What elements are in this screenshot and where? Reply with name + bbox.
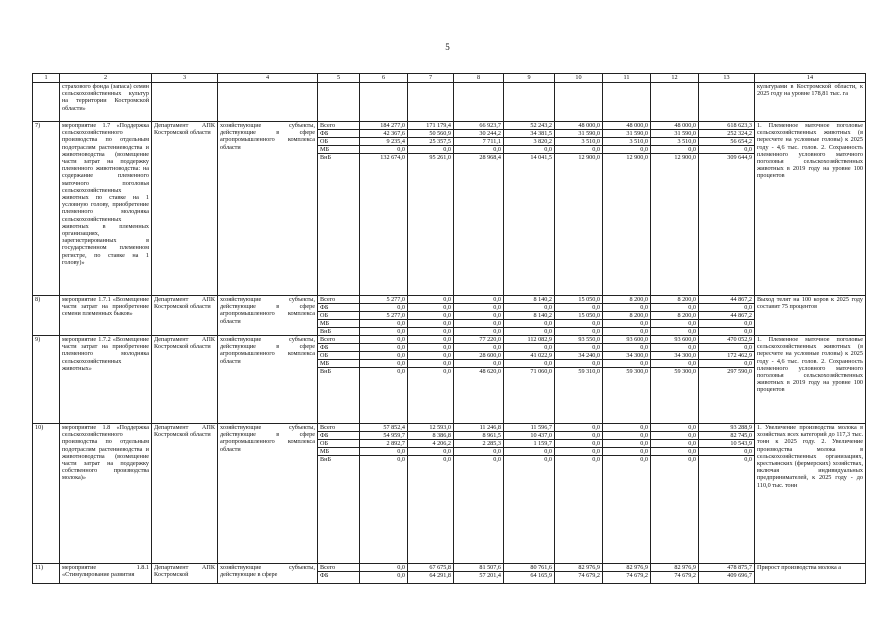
amount-value: 0,0: [360, 320, 407, 328]
amount-cell: [408, 122, 454, 296]
amount-total: 297 590,0: [727, 368, 752, 375]
amount-cell: [699, 564, 755, 584]
amount-cell: [603, 424, 651, 564]
amount-value: 0,0: [504, 304, 554, 312]
amount-value: 0,0: [360, 344, 407, 352]
amount-total: 0,0: [744, 328, 752, 335]
activity-name: мероприятие 1.8 «Поддержка сельскохозяйственного производства по отдельным подотраслям растениеводства и животноводства (возмещение части затрат на поддержку собственного производства молока)»: [60, 424, 152, 564]
amount-cell: [504, 424, 555, 564]
row-number: 9): [33, 336, 60, 424]
funding-source: ОБ: [318, 312, 359, 320]
amount-value: 0,0: [651, 448, 698, 456]
amount-cell: [651, 336, 699, 424]
funding-source: МБ: [318, 320, 359, 328]
column-number-8: 8: [454, 74, 504, 83]
amount-value: 0,0: [651, 146, 698, 154]
expected-result: 1. Племенное маточное поголовье сельскохозяйственных животных (в пересчете на условные головы) к 2025 году - 4,6 тыс. голов. 2. Сохранность племенного условного маточного поголовья сельскохозяйственных животных в 2019 году на уровне 100 процентов: [755, 336, 866, 424]
amount-cell: [555, 564, 603, 584]
column-number-9: 9: [504, 74, 555, 83]
program-activities-table: [32, 73, 866, 584]
amount-value: 0,0: [555, 146, 602, 154]
amount-value: 0,0: [454, 448, 503, 456]
amount-value: 0,0: [408, 344, 453, 352]
activity-row: [33, 296, 866, 336]
amount-value: 0,0: [493, 456, 501, 463]
amount-value: 8 961,5: [454, 432, 503, 440]
amount-value: 0,0: [454, 344, 503, 352]
amount-value: 34 300,0: [651, 352, 698, 360]
amount-cell: [504, 122, 555, 296]
amount-value: 12 900,0: [674, 154, 696, 161]
amount-total: 252 324,2: [699, 130, 754, 138]
amount-cell: [408, 336, 454, 424]
amount-value: 0,0: [408, 360, 453, 368]
amount-value: 0,0: [651, 440, 698, 448]
amount-value: 0,0: [454, 312, 503, 320]
amount-value: 0,0: [592, 328, 600, 335]
amount-value: 11 246,8: [454, 424, 503, 432]
amount-value: 93 600,0: [603, 336, 650, 344]
amount-cell: [504, 296, 555, 336]
amount-value: 0,0: [640, 328, 648, 335]
funding-source: Всего: [318, 122, 359, 130]
funding-source-cell: [318, 564, 360, 584]
amount-value: 0,0: [688, 456, 696, 463]
participants: хозяйствующие субъекты, действующие в сфере агропромышленного комплекса области: [218, 424, 318, 564]
amount-total: 0,0: [744, 456, 752, 463]
amount-value: 3 820,2: [504, 138, 554, 146]
activity-row: [33, 424, 866, 564]
amount-total: 0,0: [699, 146, 754, 154]
amount-value: 0,0: [454, 296, 503, 304]
amount-value: 82 976,9: [603, 564, 650, 572]
amount-value: 80 761,6: [504, 564, 554, 572]
amount-value: 42 367,6: [360, 130, 407, 138]
amount-value: 31 590,0: [651, 130, 698, 138]
activity-name: мероприятие 1.7.1 «Возмещение части затрат на приобретение семени племенных быков»: [60, 296, 152, 336]
amount-cell: [408, 564, 454, 584]
funding-source: ФБ: [318, 344, 359, 352]
amount-cell: [603, 296, 651, 336]
amount-value: 0,0: [603, 424, 650, 432]
amount-value: 0,0: [544, 456, 552, 463]
executor: Департамент АПК Костромской: [152, 564, 218, 584]
amount-cell: [699, 296, 755, 336]
amount-value: 0,0: [408, 448, 453, 456]
amount-value: 0,0: [603, 304, 650, 312]
funding-source: ВнБ: [320, 154, 331, 161]
amount-cell: [360, 424, 408, 564]
amount-value: 0,0: [603, 440, 650, 448]
amount-value: 3 510,0: [651, 138, 698, 146]
amount-value: 0,0: [603, 432, 650, 440]
amount-value: 0,0: [360, 352, 407, 360]
funding-source: ВнБ: [320, 368, 331, 375]
amount-value: 25 357,5: [408, 138, 453, 146]
funding-source: МБ: [318, 146, 359, 154]
amount-total: 56 654,2: [699, 138, 754, 146]
amount-value: 48 000,0: [555, 122, 602, 130]
amount-value: 0,0: [493, 328, 501, 335]
participants: хозяйствующие субъекты, действующие в сфере агропромышленного комплекса области: [218, 336, 318, 424]
amount-value: 0,0: [360, 146, 407, 154]
activity-row: [33, 564, 866, 584]
amount-total: 0,0: [699, 320, 754, 328]
amount-value: 0,0: [651, 320, 698, 328]
column-number-12: 12: [651, 74, 699, 83]
column-number-4: 4: [218, 74, 318, 83]
amount-value: 0,0: [555, 432, 602, 440]
amount-value: 12 900,0: [626, 154, 648, 161]
column-number-2: 2: [60, 74, 152, 83]
amount-cell: [555, 296, 603, 336]
row-number: 8): [33, 296, 60, 336]
amount-value: 0,0: [651, 344, 698, 352]
amount-total: 0,0: [699, 304, 754, 312]
amount-cell: [504, 564, 555, 584]
amount-value: 3 510,0: [555, 138, 602, 146]
amount-total: 0,0: [699, 344, 754, 352]
funding-source: ВнБ: [320, 328, 331, 335]
amount-cell: [651, 296, 699, 336]
amount-value: 0,0: [651, 432, 698, 440]
funding-source: ОБ: [318, 352, 359, 360]
amount-value: 0,0: [651, 304, 698, 312]
amount-value: 0,0: [360, 360, 407, 368]
amount-value: 0,0: [504, 360, 554, 368]
amount-total: 44 867,2: [699, 312, 754, 320]
amount-total: 172 462,9: [699, 352, 754, 360]
activity-row: [33, 122, 866, 296]
amount-value: 9 235,4: [360, 138, 407, 146]
amount-value: 0,0: [408, 336, 453, 344]
funding-source: Всего: [318, 296, 359, 304]
amount-value: 0,0: [454, 146, 503, 154]
funding-source: МБ: [318, 448, 359, 456]
amount-value: 34 300,0: [603, 352, 650, 360]
amount-value: 0,0: [408, 304, 453, 312]
funding-source: ФБ: [318, 130, 359, 138]
funding-source-cell: [318, 336, 360, 424]
amount-value: 41 022,9: [504, 352, 554, 360]
amount-cell: [360, 336, 408, 424]
amount-cell: [651, 564, 699, 584]
amount-cell: [360, 564, 408, 584]
amount-value: 59 300,0: [626, 368, 648, 375]
amount-value: 8 200,0: [603, 312, 650, 320]
amount-value: 93 600,0: [651, 336, 698, 344]
amount-value: 0,0: [688, 328, 696, 335]
amount-cell: [651, 424, 699, 564]
column-number-14: 14: [755, 74, 866, 83]
amount-value: 54 959,7: [360, 432, 407, 440]
amount-value: 8 200,0: [603, 296, 650, 304]
amount-value: 0,0: [504, 344, 554, 352]
amount-cell: [454, 424, 504, 564]
amount-value: 0,0: [360, 448, 407, 456]
amount-value: 0,0: [397, 328, 405, 335]
funding-source: ФБ: [320, 572, 329, 579]
expected-result: 1. Увеличение производства молока в хозяйствах всех категорий до 117,3 тыс. тонн к 2025 году. 2. Увеличение производства молока в сельскохозяйственных организациях, крестьянских (фермерских) хозяйствах, включая индивидуальных предпринимателей, к 2025 году - до 110,0 тыс. тонн: [755, 424, 866, 564]
activity-row: [33, 336, 866, 424]
amount-value: 0,0: [555, 448, 602, 456]
amount-value: 52 243,2: [504, 122, 554, 130]
executor: Департамент АПК Костромской области: [152, 336, 218, 424]
amount-value: 11 596,7: [504, 424, 554, 432]
continuation-result-cell: культурами в Костромской области, к 2025 году на уровне 178,81 тыс. га: [755, 83, 866, 122]
executor: Департамент АПК Костромской области: [152, 424, 218, 564]
amount-value: 0,0: [555, 440, 602, 448]
amount-total: 10 543,9: [699, 440, 754, 448]
amount-total: 470 052,9: [699, 336, 754, 344]
amount-cell: [454, 122, 504, 296]
amount-value: 0,0: [603, 344, 650, 352]
amount-cell: [555, 424, 603, 564]
amount-value: 0,0: [555, 424, 602, 432]
column-number-11: 11: [603, 74, 651, 83]
amount-value: 0,0: [555, 320, 602, 328]
amount-cell: [454, 336, 504, 424]
expected-result: Прирост производства молока а: [755, 564, 866, 584]
amount-value: 15 050,0: [555, 312, 602, 320]
amount-value: 50 560,9: [408, 130, 453, 138]
amount-value: 0,0: [504, 320, 554, 328]
funding-source-cell: [318, 296, 360, 336]
amount-total: 44 867,2: [699, 296, 754, 304]
amount-cell: [603, 336, 651, 424]
amount-value: 171 179,4: [408, 122, 453, 130]
amount-value: 59 300,0: [674, 368, 696, 375]
row-number: 11): [33, 564, 60, 584]
amount-value: 8 140,2: [504, 296, 554, 304]
amount-cell: [454, 296, 504, 336]
column-number-row: [33, 74, 866, 83]
amount-value: 34 240,0: [555, 352, 602, 360]
funding-source: Всего: [318, 424, 359, 432]
amount-value: 0,0: [640, 456, 648, 463]
amount-value: 3 510,0: [603, 138, 650, 146]
funding-source-cell: [318, 424, 360, 564]
amount-value: 0,0: [408, 312, 453, 320]
amount-value: 74 679,2: [626, 572, 648, 579]
amount-value: 0,0: [397, 572, 405, 579]
amount-value: 4 206,2: [408, 440, 453, 448]
amount-total: 409 696,7: [727, 572, 752, 579]
amount-value: 77 220,0: [454, 336, 503, 344]
executor: Департамент АПК Костромской области: [152, 122, 218, 296]
amount-value: 48 000,0: [603, 122, 650, 130]
amount-value: 10 437,0: [504, 432, 554, 440]
amount-value: 74 679,2: [674, 572, 696, 579]
amount-value: 0,0: [454, 320, 503, 328]
amount-value: 82 976,9: [555, 564, 602, 572]
funding-source: ФБ: [318, 432, 359, 440]
amount-value: 5 277,0: [360, 296, 407, 304]
page-number: 5: [445, 42, 450, 52]
participants: хозяйствующие субъекты, действующие в сфере агропромышленного комплекса области: [218, 296, 318, 336]
amount-value: 0,0: [408, 320, 453, 328]
amount-value: 0,0: [592, 456, 600, 463]
amount-value: 67 675,8: [408, 564, 453, 572]
column-number-3: 3: [152, 74, 218, 83]
amount-value: 0,0: [651, 360, 698, 368]
expected-result: Выход телят на 100 коров к 2025 году составит 75 процентов: [755, 296, 866, 336]
funding-source: ФБ: [318, 304, 359, 312]
amount-value: 12 593,0: [408, 424, 453, 432]
amount-value: 59 310,0: [578, 368, 600, 375]
executor: Департамент АПК Костромской области: [152, 296, 218, 336]
amount-value: 0,0: [454, 360, 503, 368]
amount-value: 8 200,0: [651, 296, 698, 304]
amount-value: 0,0: [443, 368, 451, 375]
amount-value: 0,0: [360, 304, 407, 312]
activity-name: мероприятие 1.7 «Поддержка сельскохозяйственного производства по отдельным подотраслям растениеводства и животноводства (возмещение части затрат на поддержку племенного животноводства: на содержание племенного маточного поголовья сельскохозяйственных животных по ставке на 1 условную голову, приобретение племенного молодняка сельскохозяйственных животных в племенных организациях, зарегистрированных в государственном племенном регистре, по ставке на 1 голову)»: [60, 122, 152, 296]
amount-value: 0,0: [651, 424, 698, 432]
amount-value: 0,0: [408, 296, 453, 304]
amount-cell: [603, 564, 651, 584]
amount-total: 93 288,9: [699, 424, 754, 432]
amount-cell: [360, 122, 408, 296]
amount-value: 0,0: [603, 360, 650, 368]
amount-value: 5 277,0: [360, 312, 407, 320]
amount-value: 0,0: [360, 336, 407, 344]
funding-source: ОБ: [318, 138, 359, 146]
row-number: 10): [33, 424, 60, 564]
participants: хозяйствующие субъекты, действующие в сфере: [218, 564, 318, 584]
amount-cell: [699, 336, 755, 424]
amount-value: 81 507,6: [454, 564, 503, 572]
row-number: 7): [33, 122, 60, 296]
amount-value: 8 386,8: [408, 432, 453, 440]
amount-value: 95 261,0: [429, 154, 451, 161]
amount-total: 618 623,3: [699, 122, 754, 130]
continuation-name-cell: страхового фонда (запаса) семян сельскохозяйственных культур на территории Костромской области»: [60, 83, 152, 122]
amount-value: 2 892,7: [360, 440, 407, 448]
amount-cell: [555, 336, 603, 424]
continuation-row: [33, 83, 866, 122]
activity-name: мероприятие 1.7.2 «Возмещение части затрат на приобретение племенного молодняка сельскохозяйственных животных»: [60, 336, 152, 424]
amount-value: 0,0: [397, 368, 405, 375]
funding-source: ВнБ: [320, 456, 331, 463]
amount-value: 74 679,2: [578, 572, 600, 579]
amount-value: 0,0: [603, 146, 650, 154]
amount-total: 478 875,7: [699, 564, 754, 572]
funding-source: ОБ: [318, 440, 359, 448]
amount-cell: [555, 122, 603, 296]
amount-cell: [651, 122, 699, 296]
funding-source: Всего: [318, 336, 359, 344]
column-number-6: 6: [360, 74, 408, 83]
amount-value: 0,0: [397, 456, 405, 463]
amount-value: 8 140,2: [504, 312, 554, 320]
amount-value: 66 923,7: [454, 122, 503, 130]
column-number-10: 10: [555, 74, 603, 83]
amount-value: 0,0: [555, 344, 602, 352]
amount-total: 82 745,0: [699, 432, 754, 440]
amount-value: 30 244,2: [454, 130, 503, 138]
amount-cell: [454, 564, 504, 584]
amount-value: 48 000,0: [651, 122, 698, 130]
amount-value: 64 291,8: [429, 572, 451, 579]
amount-cell: [360, 296, 408, 336]
amount-cell: [504, 336, 555, 424]
amount-value: 0,0: [603, 448, 650, 456]
amount-cell: [699, 424, 755, 564]
amount-value: 71 060,0: [530, 368, 552, 375]
amount-value: 28 600,0: [454, 352, 503, 360]
amount-value: 48 620,0: [479, 368, 501, 375]
activity-name: мероприятие 1.8.1 «Стимулирование развития: [60, 564, 152, 584]
amount-value: 31 590,0: [555, 130, 602, 138]
amount-value: 0,0: [544, 328, 552, 335]
amount-value: 0,0: [603, 320, 650, 328]
amount-value: 0,0: [360, 564, 407, 572]
amount-value: 0,0: [443, 328, 451, 335]
amount-value: 57 852,4: [360, 424, 407, 432]
amount-value: 28 968,4: [479, 154, 501, 161]
amount-value: 2 285,3: [454, 440, 503, 448]
participants: хозяйствующие субъекты, действующие в сфере агропромышленного комплекса области: [218, 122, 318, 296]
amount-value: 0,0: [504, 448, 554, 456]
column-number-1: 1: [33, 74, 60, 83]
expected-result: 1. Племенное маточное поголовье сельскохозяйственных животных (в пересчете на условные головы) к 2025 году - 4,6 тыс. голов. 2. Сохранность племенного условного маточного поголовья сельскохозяйственных животных в 2019 году на уровне 100 процентов: [755, 122, 866, 296]
funding-source: МБ: [318, 360, 359, 368]
amount-value: 31 590,0: [603, 130, 650, 138]
funding-source: Всего: [318, 564, 359, 572]
amount-value: 57 201,4: [479, 572, 501, 579]
amount-cell: [603, 122, 651, 296]
amount-value: 112 082,9: [504, 336, 554, 344]
amount-value: 1 159,7: [504, 440, 554, 448]
amount-value: 93 550,0: [555, 336, 602, 344]
amount-value: 12 900,0: [578, 154, 600, 161]
amount-total: 0,0: [699, 448, 754, 456]
amount-value: 0,0: [555, 304, 602, 312]
amount-total: 309 644,9: [727, 154, 752, 161]
amount-value: 0,0: [454, 304, 503, 312]
amount-value: 34 381,5: [504, 130, 554, 138]
amount-value: 0,0: [408, 352, 453, 360]
amount-value: 0,0: [443, 456, 451, 463]
column-number-7: 7: [408, 74, 454, 83]
amount-value: 14 041,5: [530, 154, 552, 161]
amount-cell: [699, 122, 755, 296]
amount-value: 82 976,9: [651, 564, 698, 572]
funding-source-cell: [318, 122, 360, 296]
amount-value: 0,0: [408, 146, 453, 154]
amount-cell: [408, 424, 454, 564]
amount-value: 0,0: [555, 360, 602, 368]
amount-value: 132 674,0: [380, 154, 405, 161]
amount-total: 0,0: [699, 360, 754, 368]
column-number-5: 5: [318, 74, 360, 83]
amount-value: 0,0: [504, 146, 554, 154]
amount-value: 8 200,0: [651, 312, 698, 320]
amount-value: 7 711,1: [454, 138, 503, 146]
amount-value: 15 050,0: [555, 296, 602, 304]
column-number-13: 13: [699, 74, 755, 83]
amount-cell: [408, 296, 454, 336]
amount-value: 64 165,9: [530, 572, 552, 579]
amount-value: 184 277,0: [360, 122, 407, 130]
